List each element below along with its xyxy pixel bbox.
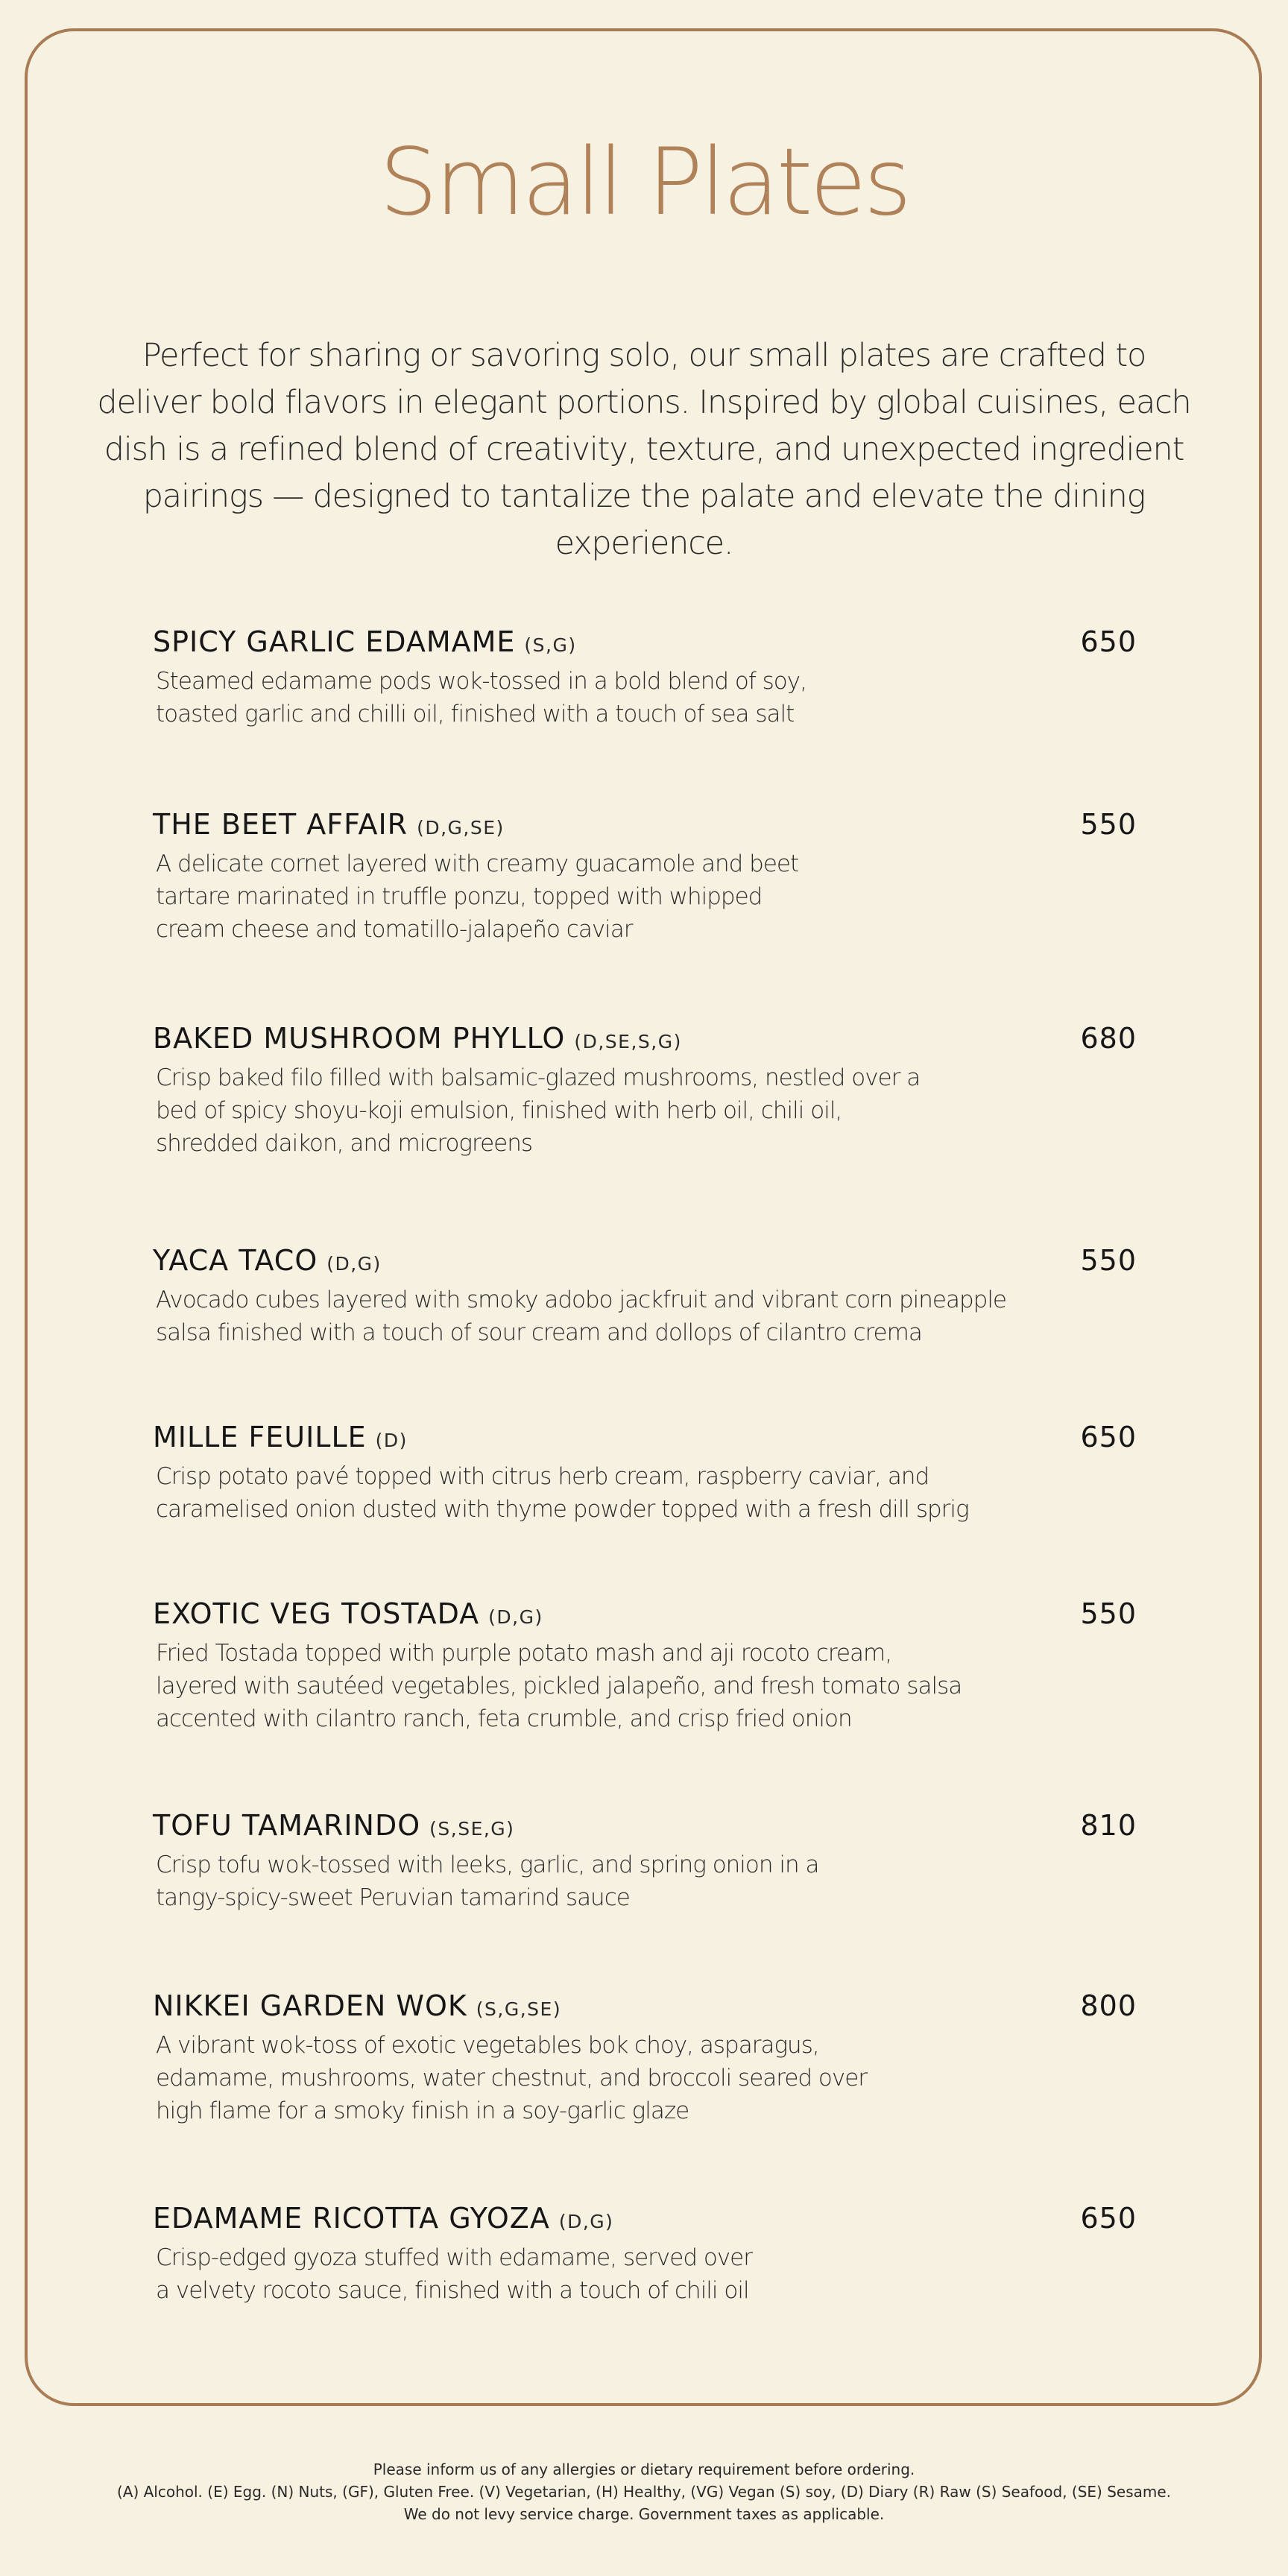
- menu-item-description: Fried Tostada topped with purple potato mash and aji rocoto cream, layered with sautéed vegetables, pickled jalapeño, and fresh tomato salsa accented with cilantro ranch, feta crumble, and crisp fried onion: [156, 1640, 962, 1732]
- menu-item-price: 550: [1080, 1244, 1137, 1277]
- menu-item: [153, 1237, 1137, 1349]
- menu-item-price: 550: [1080, 808, 1137, 841]
- menu-item-description: Avocado cubes layered with smoky adobo jackfruit and vibrant corn pineapple salsa finished with a touch of sour cream and dollops of cilantro crema: [156, 1287, 1007, 1346]
- menu-item-price: 550: [1080, 1597, 1137, 1630]
- menu-item: [153, 1414, 1137, 1526]
- menu-item-allergens: (S,G,SE): [476, 1998, 562, 2020]
- menu-item-name: TOFU TAMARINDO: [153, 1809, 421, 1842]
- menu-item-name: EXOTIC VEG TOSTADA: [153, 1597, 480, 1630]
- menu-item-name: EDAMAME RICOTTA GYOZA: [153, 2202, 550, 2235]
- menu-item-allergens: (D,G): [326, 1253, 382, 1275]
- allergy-notice: Please inform us of any allergies or dietary requirement before ordering.: [373, 2460, 915, 2478]
- menu-item-name: SPICY GARLIC EDAMAME: [153, 625, 516, 658]
- menu-item: [153, 1802, 1137, 1914]
- menu-item-name: NIKKEI GARDEN WOK: [153, 1989, 467, 2022]
- intro-paragraph: Perfect for sharing or savoring solo, our small plates are crafted to deliver bold flavors in elegant portions. Inspired by global cuisines, each dish is a refined blend of creativity, texture, and unexpected ingredient pairings — designed to tantalize the palate and elevate the dining experience.: [97, 337, 1191, 562]
- menu-item-allergens: (S,SE,G): [429, 1818, 515, 1840]
- menu-item-name: THE BEET AFFAIR: [153, 808, 408, 841]
- menu-item-description: A vibrant wok-toss of exotic vegetables bok choy, asparagus, edamame, mushrooms, water chestnut, and broccoli seared over high flame for a smoky finish in a soy-garlic glaze: [156, 2032, 868, 2124]
- menu-item: [153, 1591, 1137, 1735]
- page-title: Small Plates: [379, 129, 909, 236]
- menu-item: [153, 619, 1137, 730]
- menu-item-allergens: (D,G): [488, 1606, 543, 1628]
- menu-item-price: 800: [1080, 1989, 1137, 2022]
- allergen-legend: (A) Alcohol. (E) Egg. (N) Nuts, (GF), Gluten Free. (V) Vegetarian, (H) Healthy, (VG) Vegan (S) soy, (D) Diary (R) Raw (S) Seafood, (SE) Sesame.: [116, 2483, 1172, 2501]
- menu-item-name: YACA TACO: [153, 1244, 318, 1277]
- menu-item-description: Steamed edamame pods wok-tossed in a bold blend of soy, toasted garlic and chilli oil, finished with a touch of sea salt: [156, 668, 806, 727]
- menu-item-name: BAKED MUSHROOM PHYLLO: [153, 1022, 566, 1055]
- menu-item: [153, 801, 1137, 946]
- menu-item-allergens: (D): [375, 1430, 408, 1451]
- menu-item-description: A delicate cornet layered with creamy guacamole and beet tartare marinated in truffle ponzu, topped with whipped cream cheese and tomatillo-jalapeño caviar: [156, 850, 799, 943]
- menu-item-price: 810: [1080, 1809, 1137, 1842]
- menu-item-price: 650: [1080, 1421, 1137, 1453]
- menu-item-allergens: (D,G): [558, 2211, 614, 2232]
- menu-item-allergens: (D,G,SE): [417, 817, 505, 839]
- menu-item-price: 650: [1080, 2202, 1137, 2235]
- menu-item-description: Crisp tofu wok-tossed with leeks, garlic, and spring onion in a tangy-spicy-sweet Peruvian tamarind sauce: [156, 1852, 819, 1911]
- menu-item-allergens: (S,G): [524, 634, 577, 656]
- service-charge-notice: We do not levy service charge. Government taxes as applicable.: [403, 2505, 885, 2523]
- allergy-footer: [0, 2458, 1288, 2525]
- menu-item-description: Crisp baked filo filled with balsamic-glazed mushrooms, nestled over a bed of spicy shoyu-koji emulsion, finished with herb oil, chili oil, shredded daikon, and microgreens: [156, 1064, 921, 1157]
- menu-item: [153, 1983, 1137, 2127]
- menu-item-description: Crisp-edged gyoza stuffed with edamame, served over a velvety rocoto sauce, finished with a touch of chili oil: [156, 2244, 752, 2304]
- menu-item-allergens: (D,SE,S,G): [574, 1031, 682, 1052]
- menu-item: [153, 1015, 1137, 1160]
- menu-item: [153, 2195, 1137, 2307]
- menu-item-description: Crisp potato pavé topped with citrus herb cream, raspberry caviar, and caramelised onion dusted with thyme powder topped with a fresh dill sprig: [156, 1463, 969, 1523]
- menu-item-price: 650: [1080, 625, 1137, 658]
- menu-item-price: 680: [1080, 1022, 1137, 1055]
- menu-item-name: MILLE FEUILLE: [153, 1421, 367, 1453]
